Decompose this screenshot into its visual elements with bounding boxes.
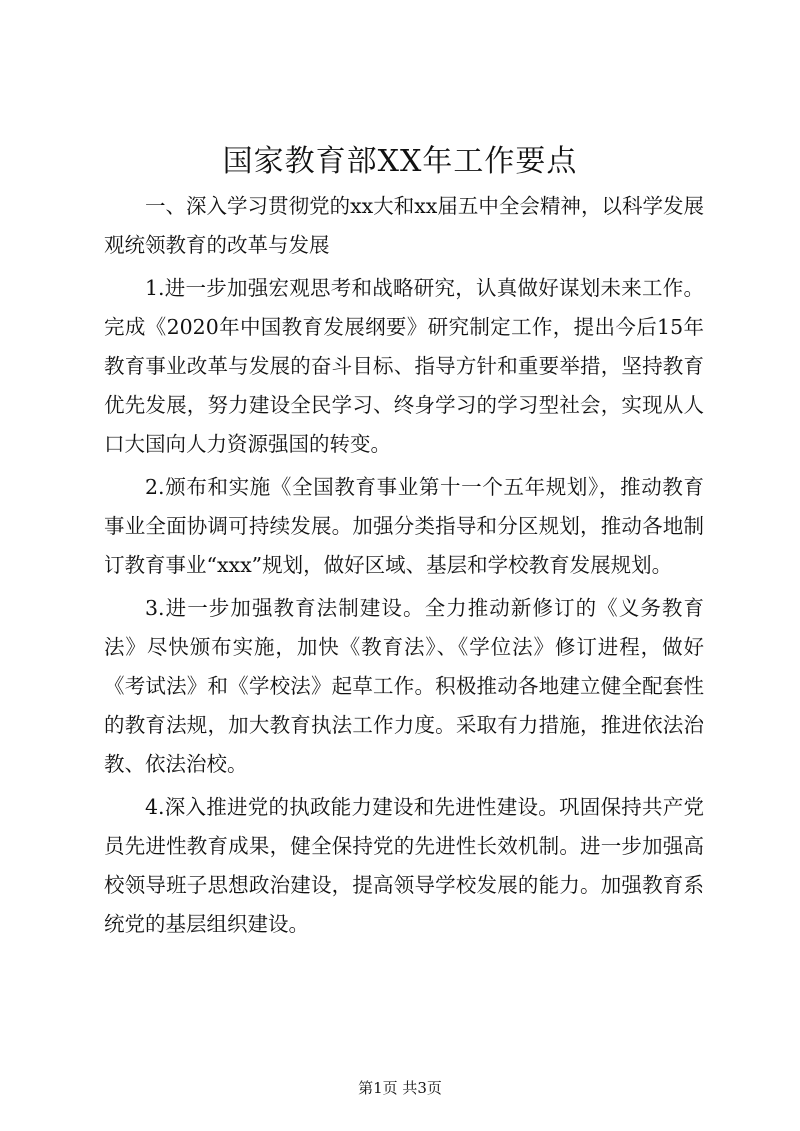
paragraph-item-3: 3.进一步加强教育法制建设。全力推动新修订的《义务教育法》尽快颁布实施，加快《教育法》、《学位法》修订进程，做好《考试法》和《学校法》起草工作。积极推动各地建立健全配套性的教育法规，加大教育执法工作力度。采取有力措施，推进依法治教、依法治校。 bbox=[104, 596, 704, 776]
section-heading-1: 一、深入学习贯彻党的xx大和xx届五中全会精神，以科学发展观统领教育的改革与发展 bbox=[104, 194, 704, 257]
paragraph-item-2: 2.颁布和实施《全国教育事业第十一个五年规划》，推动教育事业全面协调可持续发展。加强分类指导和分区规划，推动各地制订教育事业“xxx”规划，做好区域、基层和学校教育发展规划。 bbox=[104, 475, 704, 577]
paragraph-item-4: 4.深入推进党的执政能力建设和先进性建设。巩固保持共产党员先进性教育成果，健全保持党的先进性长效机制。进一步加强高校领导班子思想政治建设，提高领导学校发展的能力。加强教育系统党的基层组织建设。 bbox=[104, 795, 704, 936]
document-body bbox=[104, 187, 704, 944]
document-title: 国家教育部XX年工作要点 bbox=[222, 144, 578, 179]
paragraph-item-1: 1.进一步加强宏观思考和战略研究，认真做好谋划未来工作。完成《2020年中国教育发展纲要》研究制定工作，提出今后15年教育事业改革与发展的奋斗目标、指导方针和重要举措，坚持教育优先发展，努力建设全民学习、终身学习的学习型社会，实现从人口大国向人力资源强国的转变。 bbox=[104, 276, 704, 456]
page-number-footer: 第1页 共3页 bbox=[358, 1079, 442, 1097]
